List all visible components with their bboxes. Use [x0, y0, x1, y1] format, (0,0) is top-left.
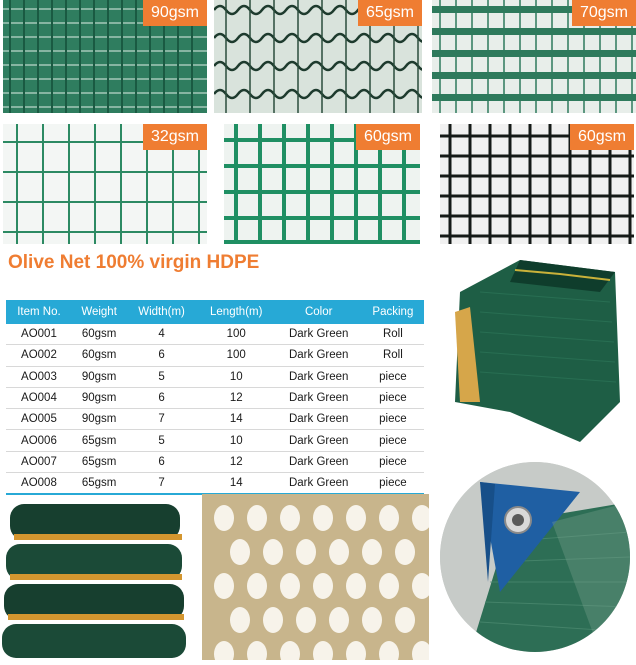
sample-label: 32gsm — [143, 124, 207, 150]
table-cell: 12 — [197, 451, 276, 472]
table-cell: 10 — [197, 366, 276, 387]
grommet-detail-photo — [440, 462, 630, 652]
column-header: Packing — [362, 300, 424, 324]
table-cell: 65gsm — [72, 451, 126, 472]
table-cell: piece — [362, 387, 424, 408]
table-cell: 6 — [126, 345, 196, 366]
table-cell: 14 — [197, 473, 276, 495]
sample-tile-90gsm — [3, 0, 207, 113]
sample-tile-32gsm — [3, 124, 207, 244]
table-cell: AO004 — [6, 387, 72, 408]
grommet-corner-illustration — [440, 462, 630, 652]
table-cell: AO006 — [6, 430, 72, 451]
stacked-nets-photo — [0, 492, 195, 660]
table-cell: AO005 — [6, 409, 72, 430]
column-header: Color — [276, 300, 362, 324]
table-cell: AO002 — [6, 345, 72, 366]
table-cell: Dark Green — [276, 324, 362, 345]
table-cell: piece — [362, 451, 424, 472]
table-cell: 90gsm — [72, 387, 126, 408]
table-cell: 60gsm — [72, 324, 126, 345]
table-cell: 7 — [126, 409, 196, 430]
table-cell: Dark Green — [276, 409, 362, 430]
table-cell: Roll — [362, 345, 424, 366]
sample-label: 60gsm — [570, 124, 634, 150]
table-cell: 10 — [197, 430, 276, 451]
table-header-row — [6, 300, 424, 324]
sample-tile-70gsm — [432, 0, 636, 113]
sample-tile-65gsm — [214, 0, 422, 113]
table-cell: 60gsm — [72, 345, 126, 366]
column-header: Weight — [72, 300, 126, 324]
column-header: Item No. — [6, 300, 72, 324]
beige-mesh-illustration — [202, 494, 429, 660]
table-cell: AO007 — [6, 451, 72, 472]
table-cell: 14 — [197, 409, 276, 430]
table-cell: AO003 — [6, 366, 72, 387]
table-cell: 12 — [197, 387, 276, 408]
table-cell: Roll — [362, 324, 424, 345]
spec-table — [6, 300, 424, 495]
table-cell: 7 — [126, 473, 196, 495]
sample-tile-60gsm-black — [440, 124, 634, 244]
table-cell: 6 — [126, 451, 196, 472]
product-title: Olive Net 100% virgin HDPE — [8, 252, 260, 273]
sample-label: 70gsm — [572, 0, 636, 26]
column-header: Length(m) — [197, 300, 276, 324]
table-cell: piece — [362, 409, 424, 430]
table-cell: AO008 — [6, 473, 72, 495]
table-cell: 5 — [126, 430, 196, 451]
table-row — [6, 430, 424, 451]
table-cell: 90gsm — [72, 409, 126, 430]
table-cell: Dark Green — [276, 451, 362, 472]
table-cell: Dark Green — [276, 430, 362, 451]
table-cell: 90gsm — [72, 366, 126, 387]
table-cell: Dark Green — [276, 473, 362, 495]
folded-net-photo — [440, 252, 630, 452]
sample-label: 60gsm — [356, 124, 420, 150]
stacked-nets-illustration — [0, 492, 195, 660]
table-row — [6, 451, 424, 472]
table-cell: Dark Green — [276, 366, 362, 387]
folded-net-illustration — [440, 252, 630, 452]
table-cell: 65gsm — [72, 430, 126, 451]
table-cell: 4 — [126, 324, 196, 345]
sample-label: 90gsm — [143, 0, 207, 26]
table-cell: piece — [362, 366, 424, 387]
table-cell: AO001 — [6, 324, 72, 345]
table-row — [6, 409, 424, 430]
table-cell: piece — [362, 430, 424, 451]
table-row — [6, 345, 424, 366]
column-header: Width(m) — [126, 300, 196, 324]
mesh-closeup-photo — [202, 494, 429, 660]
table-row — [6, 366, 424, 387]
table-cell: Dark Green — [276, 345, 362, 366]
table-cell: 5 — [126, 366, 196, 387]
table-cell: Dark Green — [276, 387, 362, 408]
sample-label: 65gsm — [358, 0, 422, 26]
table-cell: 6 — [126, 387, 196, 408]
table-row — [6, 387, 424, 408]
table-cell: 65gsm — [72, 473, 126, 495]
table-cell: piece — [362, 473, 424, 495]
sample-tile-60gsm-green — [224, 124, 420, 244]
table-cell: 100 — [197, 345, 276, 366]
table-row — [6, 324, 424, 345]
table-cell: 100 — [197, 324, 276, 345]
